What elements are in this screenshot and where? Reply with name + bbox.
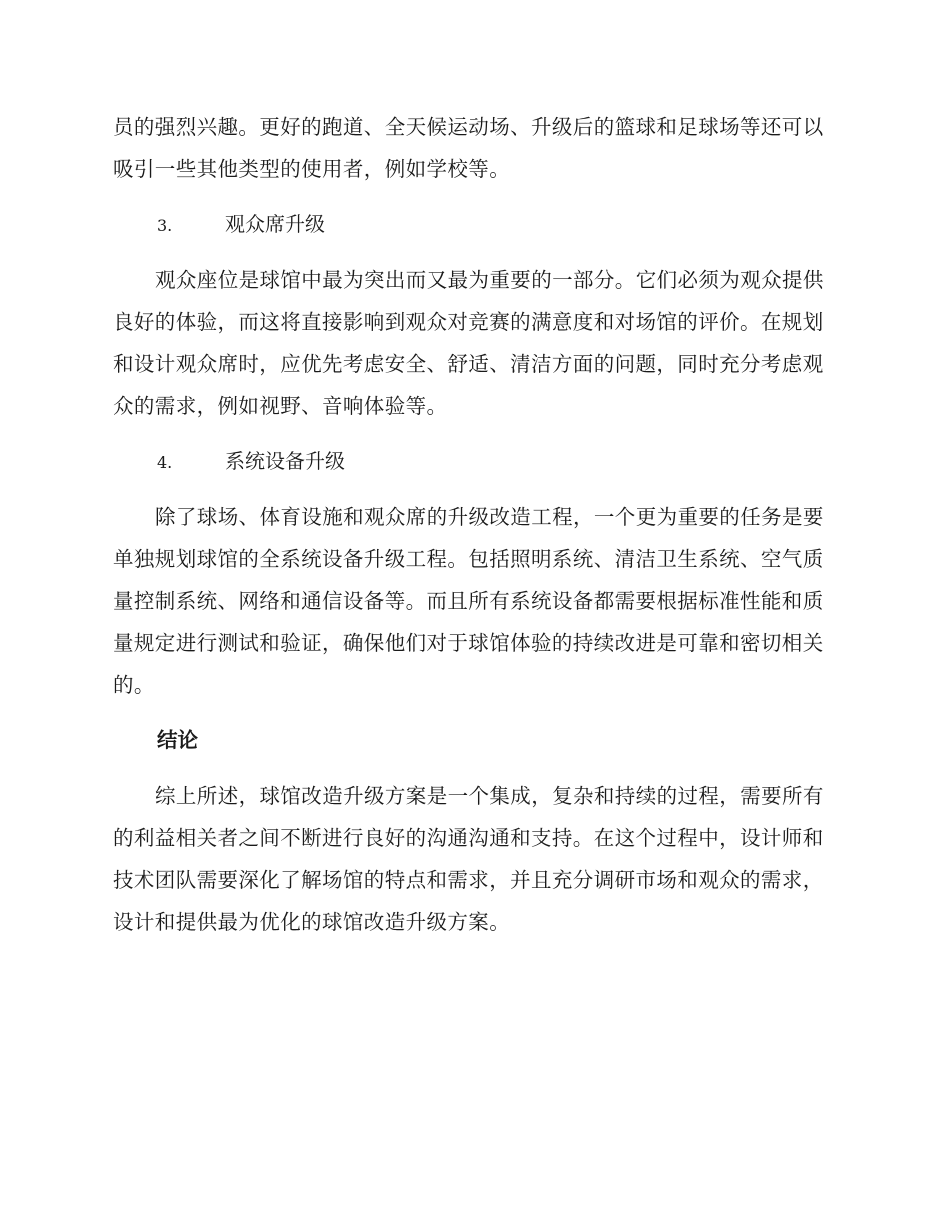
paragraph-continued: 员的强烈兴趣。更好的跑道、全天候运动场、升级后的篮球和足球场等还可以吸引一些其他类型的使用者，例如学校等。 xyxy=(113,115,824,181)
conclusion-heading: 结论 xyxy=(157,728,198,752)
paragraph-conclusion: 综上所述，球馆改造升级方案是一个集成，复杂和持续的过程，需要所有的利益相关者之间不断进行良好的沟通沟通和支持。在这个过程中，设计师和技术团队需要深化了解场馆的特点和需求，并且充分调研市场和观众的需求，设计和提供最为优化的球馆改造升级方案。 xyxy=(113,784,824,934)
list-item-4-title: 系统设备升级 xyxy=(225,449,345,473)
paragraph-systems: 除了球场、体育设施和观众席的升级改造工程，一个更为重要的任务是要单独规划球馆的全系统设备升级工程。包括照明系统、清洁卫生系统、空气质量控制系统、网络和通信设备等。而且所有系统设备都需要根据标准性能和质量规定进行测试和验证，确保他们对于球馆体验的持续改进是可靠和密切相关的。 xyxy=(113,505,824,697)
list-item-3-number: 3. xyxy=(157,216,173,235)
list-item-4 xyxy=(157,447,345,477)
list-item-3-title: 观众席升级 xyxy=(225,212,325,236)
list-item-3 xyxy=(157,210,325,240)
list-item-4-number: 4. xyxy=(157,453,173,472)
paragraph-seating: 观众座位是球馆中最为突出而又最为重要的一部分。它们必须为观众提供良好的体验，而这将直接影响到观众对竞赛的满意度和对场馆的评价。在规划和设计观众席时，应优先考虑安全、舒适、清洁方面的问题，同时充分考虑观众的需求，例如视野、音响体验等。 xyxy=(113,268,824,418)
